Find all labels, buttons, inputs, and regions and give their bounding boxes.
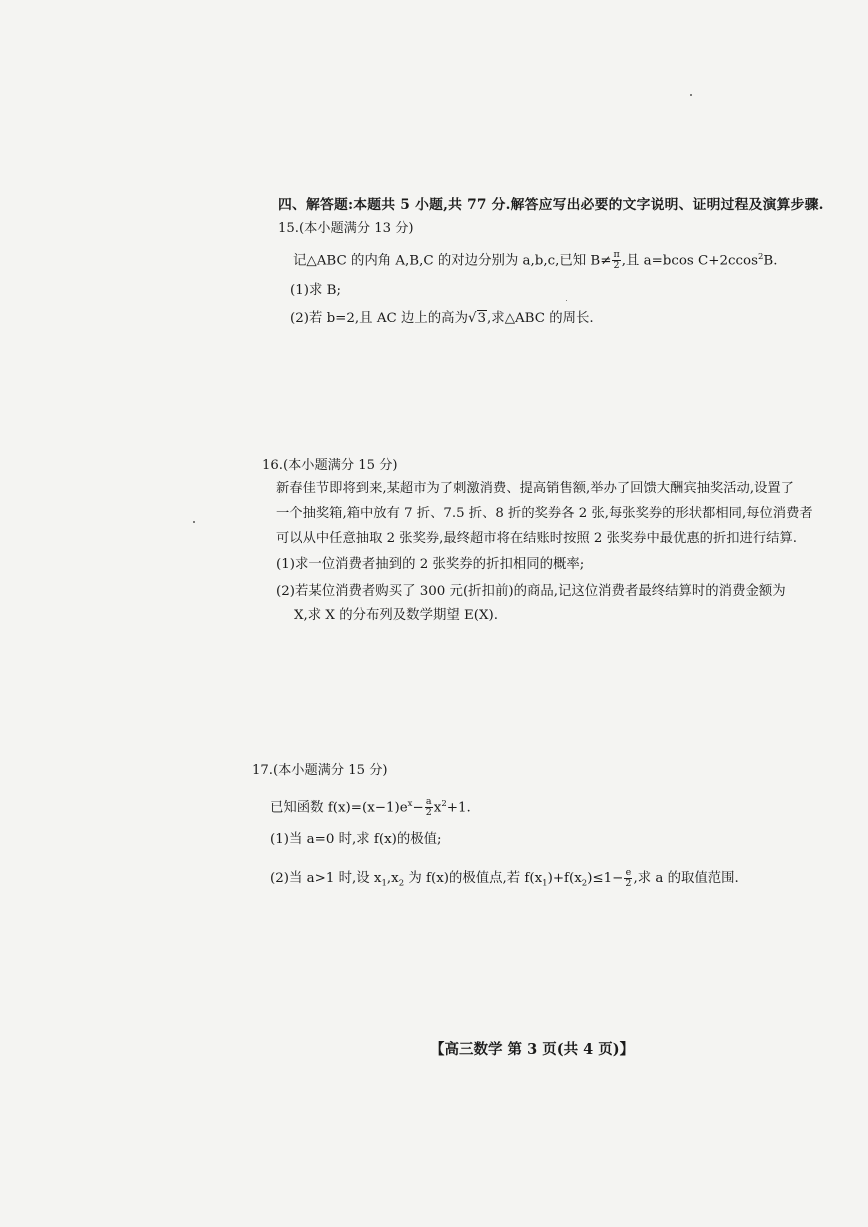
q16-sub1: (1)求一位消费者抽到的 2 张奖券的折扣相同的概率; bbox=[276, 557, 585, 572]
q15-frac-den: 2 bbox=[613, 260, 620, 272]
q16-sub2-line1: (2)若某位消费者购买了 300 元(折扣前)的商品,记这位消费者最终结算时的消费金额为 bbox=[276, 584, 786, 599]
q17-stem-sup1: x bbox=[407, 799, 413, 809]
q17-sub2-text-4: )+f(x bbox=[547, 871, 582, 886]
q16-stem-line3: 可以从中任意抽取 2 张奖券,最终超市将在结账时按照 2 张奖券中最优惠的折扣进行结算. bbox=[276, 531, 797, 546]
q17-sub2-sub1: 1 bbox=[381, 878, 387, 889]
scan-speck bbox=[566, 300, 567, 301]
q15-sub2-text-2: ,求△ABC 的周长. bbox=[487, 311, 594, 326]
q15-sqrt-radicand: 3 bbox=[477, 311, 487, 326]
q17-stem-text-4: +1. bbox=[446, 800, 471, 816]
q17-frac2-num: e bbox=[625, 867, 632, 878]
q17-sub2-sub4: 2 bbox=[581, 878, 588, 889]
q17-frac-e-over-2 bbox=[624, 868, 632, 889]
q15-sub2 bbox=[290, 310, 594, 328]
sqrt-icon: √3 bbox=[467, 311, 487, 326]
q15-stem-sup: 2 bbox=[757, 252, 764, 262]
q17-stem-text-1: 已知函数 f(x)=(x−1)e bbox=[270, 800, 408, 816]
q17-sub2-text-5: )≤1− bbox=[587, 871, 624, 886]
q17-frac-den: 2 bbox=[425, 807, 432, 819]
q17-sub2-text-2: ,x bbox=[386, 871, 399, 886]
q15-header: 15.(本小题满分 13 分) bbox=[278, 221, 414, 236]
q17-sub2-sub2: 2 bbox=[398, 878, 405, 889]
q15-frac-num: π bbox=[613, 249, 620, 261]
q16-sub2-line2: X,求 X 的分布列及数学期望 E(X). bbox=[294, 608, 499, 623]
q16-stem-line2: 一个抽奖箱,箱中放有 7 折、7.5 折、8 折的奖券各 2 张,每张奖券的形状都相同,每位消费者 bbox=[276, 506, 813, 521]
q16-header: 16.(本小题满分 15 分) bbox=[262, 458, 398, 473]
q17-sub2-sub3: 1 bbox=[542, 878, 548, 889]
q15-sub1: (1)求 B; bbox=[290, 283, 341, 298]
scan-speck bbox=[690, 94, 692, 96]
q17-sub2-text-3: 为 f(x)的极值点,若 f(x bbox=[404, 871, 543, 886]
q17-frac-a-over-2 bbox=[425, 797, 433, 818]
q15-frac-pi-over-2 bbox=[612, 250, 620, 271]
q17-stem-text-3: x bbox=[433, 800, 442, 816]
q17-stem bbox=[270, 795, 471, 818]
q16-stem-line1: 新春佳节即将到来,某超市为了刺激消费、提高销售额,举办了回馈大酬宾抽奖活动,设置了 bbox=[276, 481, 794, 496]
q17-stem-text-2: − bbox=[412, 800, 424, 816]
q15-stem-text-2: ,且 a=bcos C+2ccos bbox=[621, 253, 758, 269]
q15-stem-text-3: B. bbox=[763, 253, 778, 269]
q17-frac-num: a bbox=[425, 796, 432, 808]
q17-header: 17.(本小题满分 15 分) bbox=[252, 763, 388, 778]
q15-sub2-text-1: (2)若 b=2,且 AC 边上的高为 bbox=[290, 311, 468, 326]
q17-sub1: (1)当 a=0 时,求 f(x)的极值; bbox=[270, 832, 442, 847]
q15-stem bbox=[293, 248, 778, 271]
section-heading: 四、解答题:本题共 5 小题,共 77 分.解答应写出必要的文字说明、证明过程及演算步骤. bbox=[278, 197, 824, 213]
scan-speck bbox=[193, 521, 195, 523]
q17-sub2-text-6: ,求 a 的取值范围. bbox=[633, 871, 739, 886]
q15-stem-text-1: 记△ABC 的内角 A,B,C 的对边分别为 a,b,c,已知 B≠ bbox=[293, 253, 612, 269]
q17-sub2 bbox=[270, 868, 739, 893]
q17-stem-sup2: 2 bbox=[441, 799, 447, 809]
q17-frac2-den: 2 bbox=[625, 878, 632, 889]
page-footer: 【高三数学 第 3 页(共 4 页)】 bbox=[430, 1041, 635, 1058]
q17-sub2-text-1: (2)当 a>1 时,设 x bbox=[270, 871, 382, 886]
